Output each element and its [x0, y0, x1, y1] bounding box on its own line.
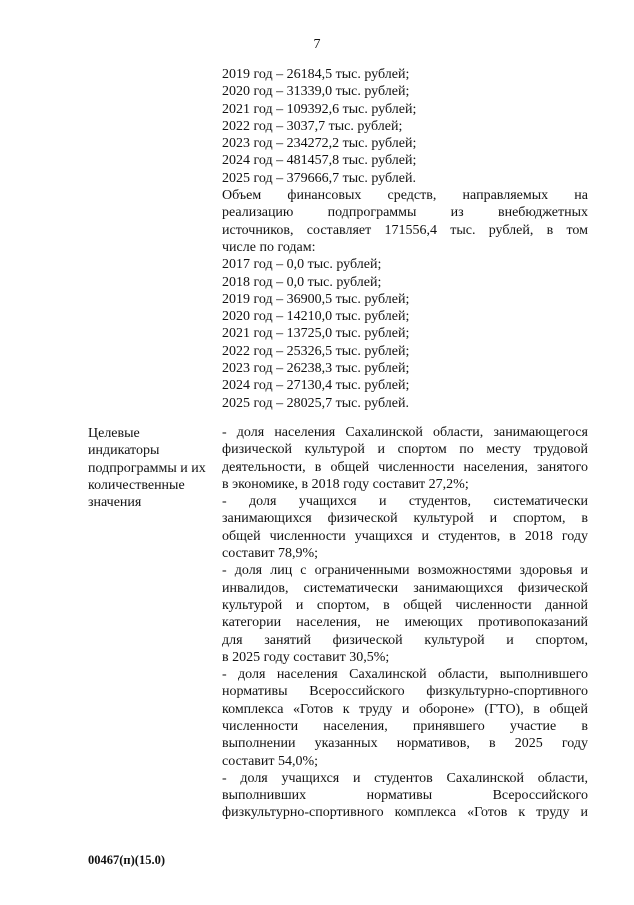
- intro-line: реализацию подпрограммы из внебюджетных: [222, 205, 588, 221]
- indicator-line: нормативы Всероссийского физкультурно-спортивного: [222, 684, 588, 700]
- indicators-list: [222, 424, 588, 822]
- extrabudget-year-line: 2023 год – 26238,3 тыс. рублей;: [222, 361, 410, 377]
- label-line: количественные: [88, 477, 185, 493]
- page-number: 7: [313, 37, 321, 52]
- indicator-line: - доля учащихся и студентов, систематически: [222, 494, 588, 510]
- extrabudget-year-line: 2018 год – 0,0 тыс. рублей;: [222, 274, 382, 290]
- indicator-line: инвалидов, систематически занимающихся физической: [222, 580, 588, 596]
- budget-year-line: 2021 год – 109392,6 тыс. рублей;: [222, 101, 417, 117]
- budget-year-line: 2020 год – 31339,0 тыс. рублей;: [222, 84, 410, 100]
- indicator-item: [222, 666, 588, 770]
- indicator-line: комплекса «Готов к труду и обороне» (ГТО), в общей: [222, 701, 588, 717]
- indicator-line: культурой и спортом, в общей численности данной: [222, 597, 588, 613]
- indicator-line: выполнении указанных нормативов, в 2025 году: [222, 736, 588, 752]
- indicator-item: [222, 424, 588, 493]
- indicator-item: [222, 562, 588, 666]
- indicator-line: общей численности учащихся и студентов, в 2018 году: [222, 528, 588, 544]
- intro-line: числе по годам:: [222, 239, 316, 255]
- extrabudget-year-line: 2022 год – 25326,5 тыс. рублей;: [222, 343, 410, 359]
- budget-year-line: 2019 год – 26184,5 тыс. рублей;: [222, 67, 410, 82]
- budget-year-line: 2024 год – 481457,8 тыс. рублей;: [222, 153, 417, 169]
- indicator-line: выполнивших нормативы Всероссийского: [222, 788, 588, 804]
- indicator-line: физкультурно-спортивного комплекса «Готов к труду и: [222, 805, 588, 821]
- indicator-line: - доля учащихся и студентов Сахалинской области,: [222, 770, 588, 786]
- extrabudget-year-line: 2017 год – 0,0 тыс. рублей;: [222, 257, 382, 273]
- budget-years-list: [222, 66, 588, 187]
- indicator-line: в экономике, в 2018 году составит 27,2%;: [222, 476, 469, 492]
- extrabudget-year-line: 2024 год – 27130,4 тыс. рублей;: [222, 378, 410, 394]
- extrabudget-year-line: 2020 год – 14210,0 тыс. рублей;: [222, 309, 410, 325]
- budget-year-line: 2023 год – 234272,2 тыс. рублей;: [222, 136, 417, 152]
- indicator-line: составит 54,0%;: [222, 753, 319, 769]
- row-separator: [222, 412, 588, 424]
- indicator-line: в 2025 году составит 30,5%;: [222, 649, 390, 665]
- intro-line: Объем финансовых средств, направляемых на: [222, 188, 588, 204]
- indicator-line: занимающихся физической культурой и спортом, в: [222, 511, 588, 527]
- extrabudget-year-line: 2021 год – 13725,0 тыс. рублей;: [222, 326, 410, 342]
- right-column: [222, 66, 588, 822]
- label-line: значения: [88, 495, 142, 511]
- indicator-item: [222, 770, 588, 822]
- label-line: подпрограммы и их: [88, 460, 206, 476]
- indicator-line: физической культурой и спортом по месту трудовой: [222, 442, 588, 458]
- indicator-line: для занятий физической культурой и спортом,: [222, 632, 588, 648]
- label-line: Целевые: [88, 426, 140, 441]
- intro-line: источников, составляет 171556,4 тыс. рублей, в том: [222, 222, 588, 238]
- indicator-line: составит 78,9%;: [222, 546, 319, 562]
- extrabudget-intro: [222, 187, 588, 256]
- indicators-label: [88, 425, 220, 511]
- footer-document-code: 00467(п)(15.0): [88, 853, 165, 867]
- extrabudget-year-line: 2019 год – 36900,5 тыс. рублей;: [222, 291, 410, 307]
- budget-year-line: 2025 год – 379666,7 тыс. рублей.: [222, 170, 416, 186]
- label-line: индикаторы: [88, 443, 160, 459]
- extrabudget-year-line: 2025 год – 28025,7 тыс. рублей.: [222, 395, 409, 411]
- indicator-line: деятельности, в общей численности населения, занятого: [222, 459, 588, 475]
- indicator-item: [222, 493, 588, 562]
- indicator-line: категории населения, не имеющих противопоказаний: [222, 615, 588, 631]
- indicator-line: численности населения, принявшего участие в: [222, 718, 588, 734]
- indicator-line: - доля населения Сахалинской области, занимающегося: [222, 424, 588, 440]
- indicator-line: - доля населения Сахалинской области, выполнившего: [222, 667, 588, 683]
- extrabudget-years-list: [222, 256, 588, 412]
- indicator-line: - доля лиц с ограниченными возможностями здоровья и: [222, 563, 588, 579]
- budget-year-line: 2022 год – 3037,7 тыс. рублей;: [222, 118, 403, 134]
